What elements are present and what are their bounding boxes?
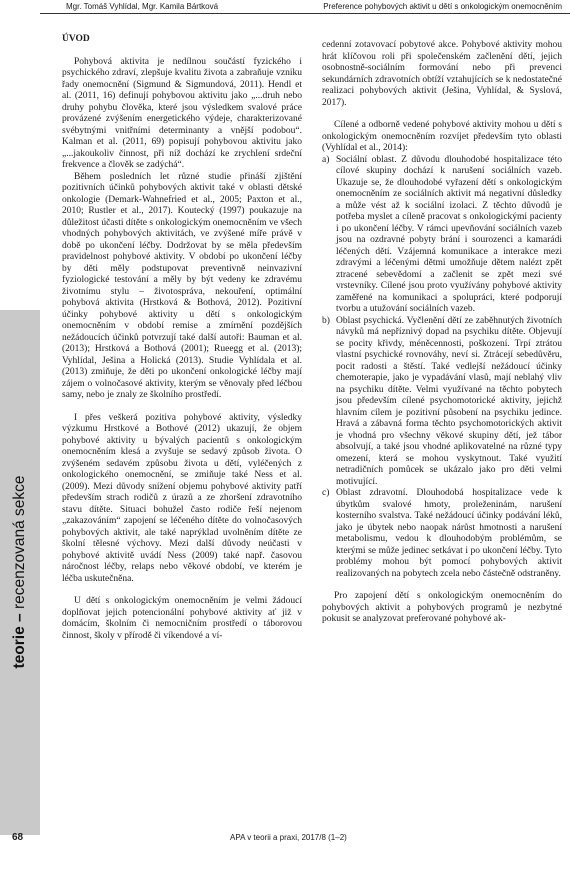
paragraph: Pohybová aktivita je nedílnou součástí fyzického i psychického zdraví, zlepšuje kvalitu života a zabraňuje vzniku řady onemocnění (Sigmund & Sigmundová, 2011). Hendl et al. (2011, 16) definují pohybovou aktivitu jako „...druh nebo druhy pohybu člověka, které jsou výsledkem svalové práce provázené zvýšením energetického výdeje, charakterizované svébytnými vnitřními determinanty a vnější podobou“. Kalman et al. (2011, 69) popisují pohybovou aktivitu jako „...jakoukoliv činnost, při níž dochází ke zrychlení srdeční frekvence a člověk se zadýchá“. [62, 56, 302, 170]
paragraph: Cílené a odborně vedené pohybové aktivity mohou u dětí s onkologickým onemocněním rozvíjet především tyto oblasti (Vyhlídal et al., 2014): [322, 120, 562, 153]
list-item-text: Oblast zdravotní. Dlouhodobá hospitalizace vede k úbytkům svalové hmoty, proleženinám, narušení kosterního svalstva. Také nežádoucí účinky podávání léků, jako je úbytek nebo naopak nárůst hmotnosti a narušení metabolismu, vedou k dlouhodobým problémům, se kterými se může jedinec setkávat i po ukončení léčby. Tyto problémy mohou být pomocí pohybových aktivit realizovaných na pobytech zcela nebo částečně odstraněny. [336, 488, 562, 579]
header-authors: Mgr. Tomáš Vyhlídal, Mgr. Kamila Bártková [66, 2, 219, 11]
section-heading: ÚVOD [62, 34, 90, 44]
paragraph: Pro zapojení dětí s onkologickým onemocněním do pohybových aktivit a pohybových programů je nezbytné pokusit se analyzovat preferované pohybové ak- [322, 591, 562, 624]
list-item [322, 488, 562, 580]
list-marker: b) [322, 315, 330, 326]
section-sub-label: recenzovaná sekce [11, 475, 28, 610]
list-marker: a) [322, 154, 330, 165]
list-item [322, 316, 562, 489]
paragraph: U dětí s onkologickým onemocněním je velmi žádoucí doplňovat jejich potencionální pohybové aktivity ať již v domácím, školním či nemocničním prostředí o táborovou činnost, školy v přírodě či víkendové a ví- [62, 596, 302, 641]
right-column [322, 40, 562, 626]
list-marker: c) [322, 488, 330, 498]
paragraph-continued: cedenní zotavovací pobytové akce. Pohybové aktivity mohou hrát klíčovou roli při společenském začlenění dětí, jejich osobnostně-sociálním formování nebo při prevenci sekundárních zdravotních obtíží vztahujících se k nedostatečné realizaci pohybových aktivit (Ješina, Vyhlídal, & Syslová, 2017). [322, 40, 562, 108]
header-rule [40, 13, 570, 14]
paragraph: Během posledních let různé studie přináší zjištění pozitivních účinků pohybových aktivit také v oblasti dětské onkologie (Demark-Wahnefried et al., 2005; Paxton et al., 2010; Rustler et al., 2017). Koutecký (1997) poukazuje na důležitost účasti dítěte s onkologickým onemocněním ve všech vhodných pohybových aktivitách, ve zvýšené míře právě v době po ukončení léčby. Dodržovat by se měla především pravidelnost pohybové aktivity. V období po ukončení léčby by děti měly podstupovat preventivně neinvazivní fyziologické testování a měly by být vedeny ke zdravému životnímu stylu – životospráva, nekouření, optimální pohybová aktivita (Hrstková & Bothová, 2012). Pozitivní účinky pohybové aktivity u dětí s onkologickým onemocněním v období remise a zmírnění pozdějších nežádoucích účinků potvrzují také další autoři: Bauman et al. (2013); Hrstková a Bothová (2001); Rueegg et al. (2013); Vyhlídal, Ješina a Holická (2013). Studie Vyhlídala et al. (2013) zmiňuje, že děti po ukončení onkologické léčby mají zájem o volnočasové aktivity, kterým se věnovaly před léčbou samy, nebo je znaly ze školního prostředí. [62, 171, 302, 400]
section-dash: – [11, 613, 28, 622]
header-running-title: Preference pohybových aktivit u dětí s onkologickým onemocněním [323, 2, 562, 11]
page-header [0, 0, 570, 13]
journal-footer: APA v teorii a praxi, 2017/8 (1–2) [230, 833, 347, 842]
page-number: 68 [12, 832, 24, 843]
section-main-label: teorie [11, 626, 28, 669]
list-item-text: Oblast psychická. Vyčlenění dětí ze zaběhnutých životních návyků má nepříznivý dopad na psychiku dítěte. Objevují se pocity křivdy, méněcennosti, poškození. Trpí ztrátou vlastní psychické rovnováhy, neví si. Ztrácejí sebedůvěru, pocit radosti a štěstí. Také vedlejší nežádoucí účinky chemoterapie, jako je vypadávání vlasů, mají neblahý vliv na psychiku dítěte. Velmi využívané na těchto pobytech jsou především cílené psychomotorické aktivity, jejichž hlavním cílem je pozitivní působení na psychiku jedince. Hravá a zábavná forma těchto psychomotorických aktivit je vhodná pro všechny věkové skupiny dětí, jež tábor absolvují, a také jsou vhodné aplikovatelné na různé typy omezení, která se mohou vyskytnout. Také využití netradičních pomůcek se ukázalo jako pro děti velmi motivující. [336, 315, 562, 487]
list-item [322, 155, 562, 316]
areas-list [322, 155, 562, 581]
section-label [11, 475, 29, 668]
left-column [62, 34, 302, 642]
list-item-text: Sociální oblast. Z důvodu dlouhodobé hospitalizace této cílové skupiny dochází k narušení sociálních vazeb. Ukazuje se, že dlouhodobé vyřazení dětí s onkologickým onemocněním ze sociálních aktivit má negativní důsledky a může vést až k sociální izolaci. Z těchto důvodů je potřeba myslet a cíleně pracovat s onkologickými pacienty i po ukončení léčby. V rámci upevňování sociálních vazeb jsou na ozdravné pobyty brání i sourozenci a kamarádi léčených dětí. Vzájemná komunikace a interakce mezi zdravými a léčenými dětmi umožňuje dětem nalézt zpět ztracené sebevědomí a začlenit se zpět mezi své vrstevníky. Cílené jsou proto využívány pohybové aktivity zaměřené na komunikaci a spolupráci, které podporují tvorbu a utužování sociálních vazeb. [336, 154, 562, 314]
paragraph: I přes veškerá pozitiva pohybové aktivity, výsledky výzkumu Hrstkové a Bothové (2012) ukazují, že objem pohybové aktivity u bývalých pacientů s onkologickým onemocněním klesá a zvyšuje se sedavý způsob života. O zvýšeném sedavém způsobu života u dětí, vyléčených z onkologického onemocnění, se zmiňuje také Ness et al. (2009). Mezi důvody snížení objemu pohybové aktivity patří především strach rodičů z úrazů a ze zhoršení zdravotního stavu dítěte. Situaci bohužel často rodiče řeší nejenom „zakazováním“ zapojení se léčeného dítěte do volnočasových pohybových aktivit, ale také naprýklad uvolněním dítěte ze školní tělesné výchovy. Mezi další důvody neúčasti v pohybové aktivitě uvádí Ness (2009) také např. časovou náročnost léčby, relaps nebo věkové období, ve kterém je léčba uskutečněna. [62, 412, 302, 584]
section-sidebar [0, 310, 40, 835]
